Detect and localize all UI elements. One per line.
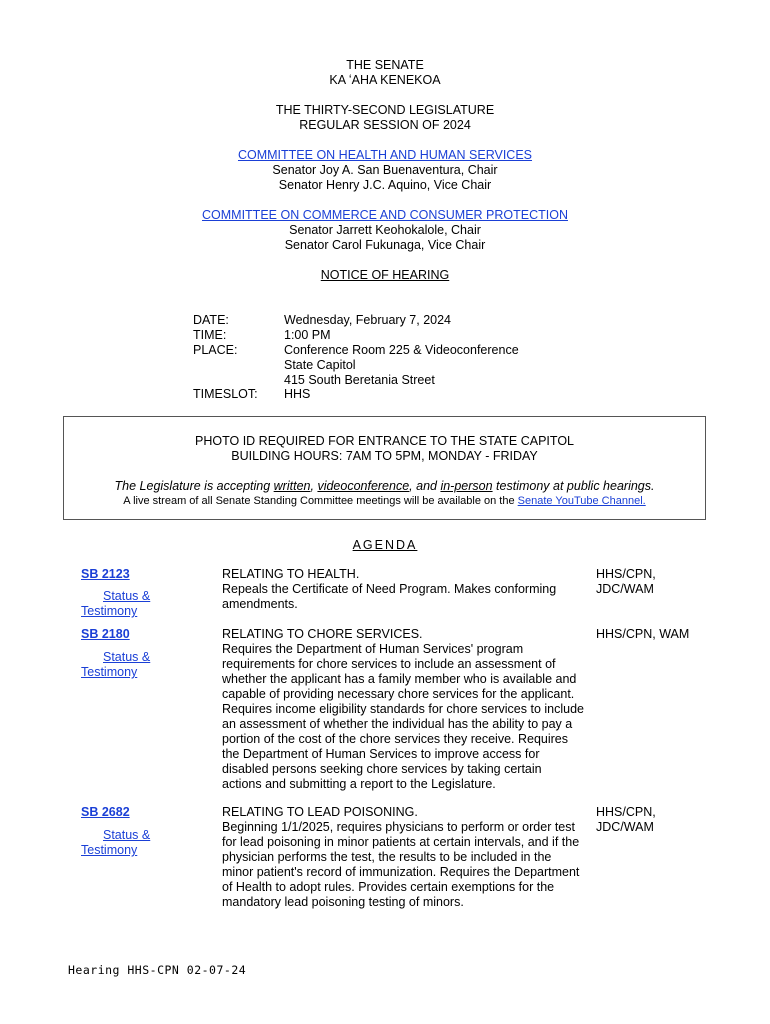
status-link-sb2123-line1[interactable]: Status & xyxy=(103,589,151,603)
testimony-written: written xyxy=(273,479,311,493)
committee2-vice-chair: Senator Carol Fukunaga, Vice Chair xyxy=(284,238,486,252)
testimony-videoconference: videoconference xyxy=(317,479,410,493)
date-label: DATE: xyxy=(193,313,229,327)
bill-link-sb2180[interactable]: SB 2180 xyxy=(81,627,130,641)
status-link-sb2682-line2[interactable]: Testimony xyxy=(81,843,138,857)
page-footer: Hearing HHS-CPN 02-07-24 xyxy=(68,963,247,977)
bill-description-sb2123: Repeals the Certificate of Need Program. Makes conforming amendments. xyxy=(222,582,557,611)
status-link-sb2180-line1[interactable]: Status & xyxy=(103,650,151,664)
live-stream-notice xyxy=(64,494,705,509)
senate-hawaiian-title: KA ʻAHA KENEKOA xyxy=(329,73,441,87)
testimony-notice xyxy=(64,479,705,494)
place-label: PLACE: xyxy=(193,343,238,357)
date-value: Wednesday, February 7, 2024 xyxy=(284,313,451,327)
legislature-title: THE THIRTY-SECOND LEGISLATURE xyxy=(275,103,495,117)
timeslot-value: HHS xyxy=(284,387,311,401)
testimony-text-pre: The Legislature is accepting xyxy=(114,479,274,493)
photo-id-notice: PHOTO ID REQUIRED FOR ENTRANCE TO THE STATE CAPITOL xyxy=(195,434,574,448)
bill-committees-sb2682: HHS/CPN, JDC/WAM xyxy=(596,805,656,834)
committee1-link[interactable]: COMMITTEE ON HEALTH AND HUMAN SERVICES xyxy=(237,148,533,162)
testimony-in-person: in-person xyxy=(440,479,493,493)
bill-title-sb2123: RELATING TO HEALTH. xyxy=(222,567,360,581)
testimony-text-post: testimony at public hearings. xyxy=(492,479,655,493)
building-hours-notice: BUILDING HOURS: 7AM TO 5PM, MONDAY - FRIDAY xyxy=(231,449,538,463)
youtube-channel-link[interactable]: Senate YouTube Channel. xyxy=(517,495,646,507)
session-title: REGULAR SESSION OF 2024 xyxy=(299,118,471,132)
committee2-link[interactable]: COMMITTEE ON COMMERCE AND CONSUMER PROTECTION xyxy=(202,208,568,222)
place-line2: State Capitol xyxy=(284,358,356,372)
bill-committees-sb2123: HHS/CPN, JDC/WAM xyxy=(596,567,656,596)
bill-title-sb2180: RELATING TO CHORE SERVICES. xyxy=(222,627,423,641)
senate-title: THE SENATE xyxy=(346,58,424,72)
place-line3: 415 South Beretania Street xyxy=(284,373,435,387)
bill-title-sb2682: RELATING TO LEAD POISONING. xyxy=(222,805,418,819)
bill-link-sb2123[interactable]: SB 2123 xyxy=(81,567,130,581)
bill-description-sb2682: Beginning 1/1/2025, requires physicians to perform or order test for lead poisoning in minor patients at certain intervals, and if the physician performs the test, the results to be included in the minor patient's record of immunization. Requires the Department of Health to adopt rules. Provides certain exemptions for the mandatory lead poisoning testing of minors. xyxy=(222,820,580,909)
bill-committees-sb2180: HHS/CPN, WAM xyxy=(596,627,690,641)
bill-link-sb2682[interactable]: SB 2682 xyxy=(81,805,130,819)
agenda-title-wrap xyxy=(0,538,770,553)
committee1-vice-chair: Senator Henry J.C. Aquino, Vice Chair xyxy=(278,178,492,192)
status-link-sb2180-line2[interactable]: Testimony xyxy=(81,665,138,679)
committee1-chair: Senator Joy A. San Buenaventura, Chair xyxy=(272,163,498,177)
testimony-sep1: , xyxy=(310,479,318,493)
notice-box xyxy=(63,416,706,520)
committee2-block xyxy=(0,208,770,223)
place-line1: Conference Room 225 & Videoconference xyxy=(284,343,519,357)
status-link-sb2123-line2[interactable]: Testimony xyxy=(81,604,138,618)
notice-title-wrap xyxy=(0,268,770,283)
committee1-block xyxy=(0,148,770,163)
timeslot-label: TIMESLOT: xyxy=(193,387,258,401)
notice-title: NOTICE OF HEARING xyxy=(320,268,450,282)
time-value: 1:00 PM xyxy=(284,328,331,342)
agenda-title: AGENDA xyxy=(352,538,418,552)
live-stream-text: A live stream of all Senate Standing Committee meetings will be available on the xyxy=(123,495,518,507)
time-label: TIME: xyxy=(193,328,227,342)
status-link-sb2682-line1[interactable]: Status & xyxy=(103,828,151,842)
testimony-sep2: , and xyxy=(409,479,441,493)
bill-description-sb2180: Requires the Department of Human Services' program requirements for chore services to include an assessment of whether the applicant has a family member who is available and capable of providing necessary chore services for the applicant. Requires income eligibility standards for chore services to include an assessment of whether the individual has the ability to pay a portion of the cost of the chore services they receive. Requires the Department of Human Services to improve access for disabled persons seeking chore services by taking certain actions and submitting a report to the Legislature. xyxy=(222,642,584,791)
committee2-chair: Senator Jarrett Keohokalole, Chair xyxy=(289,223,481,237)
